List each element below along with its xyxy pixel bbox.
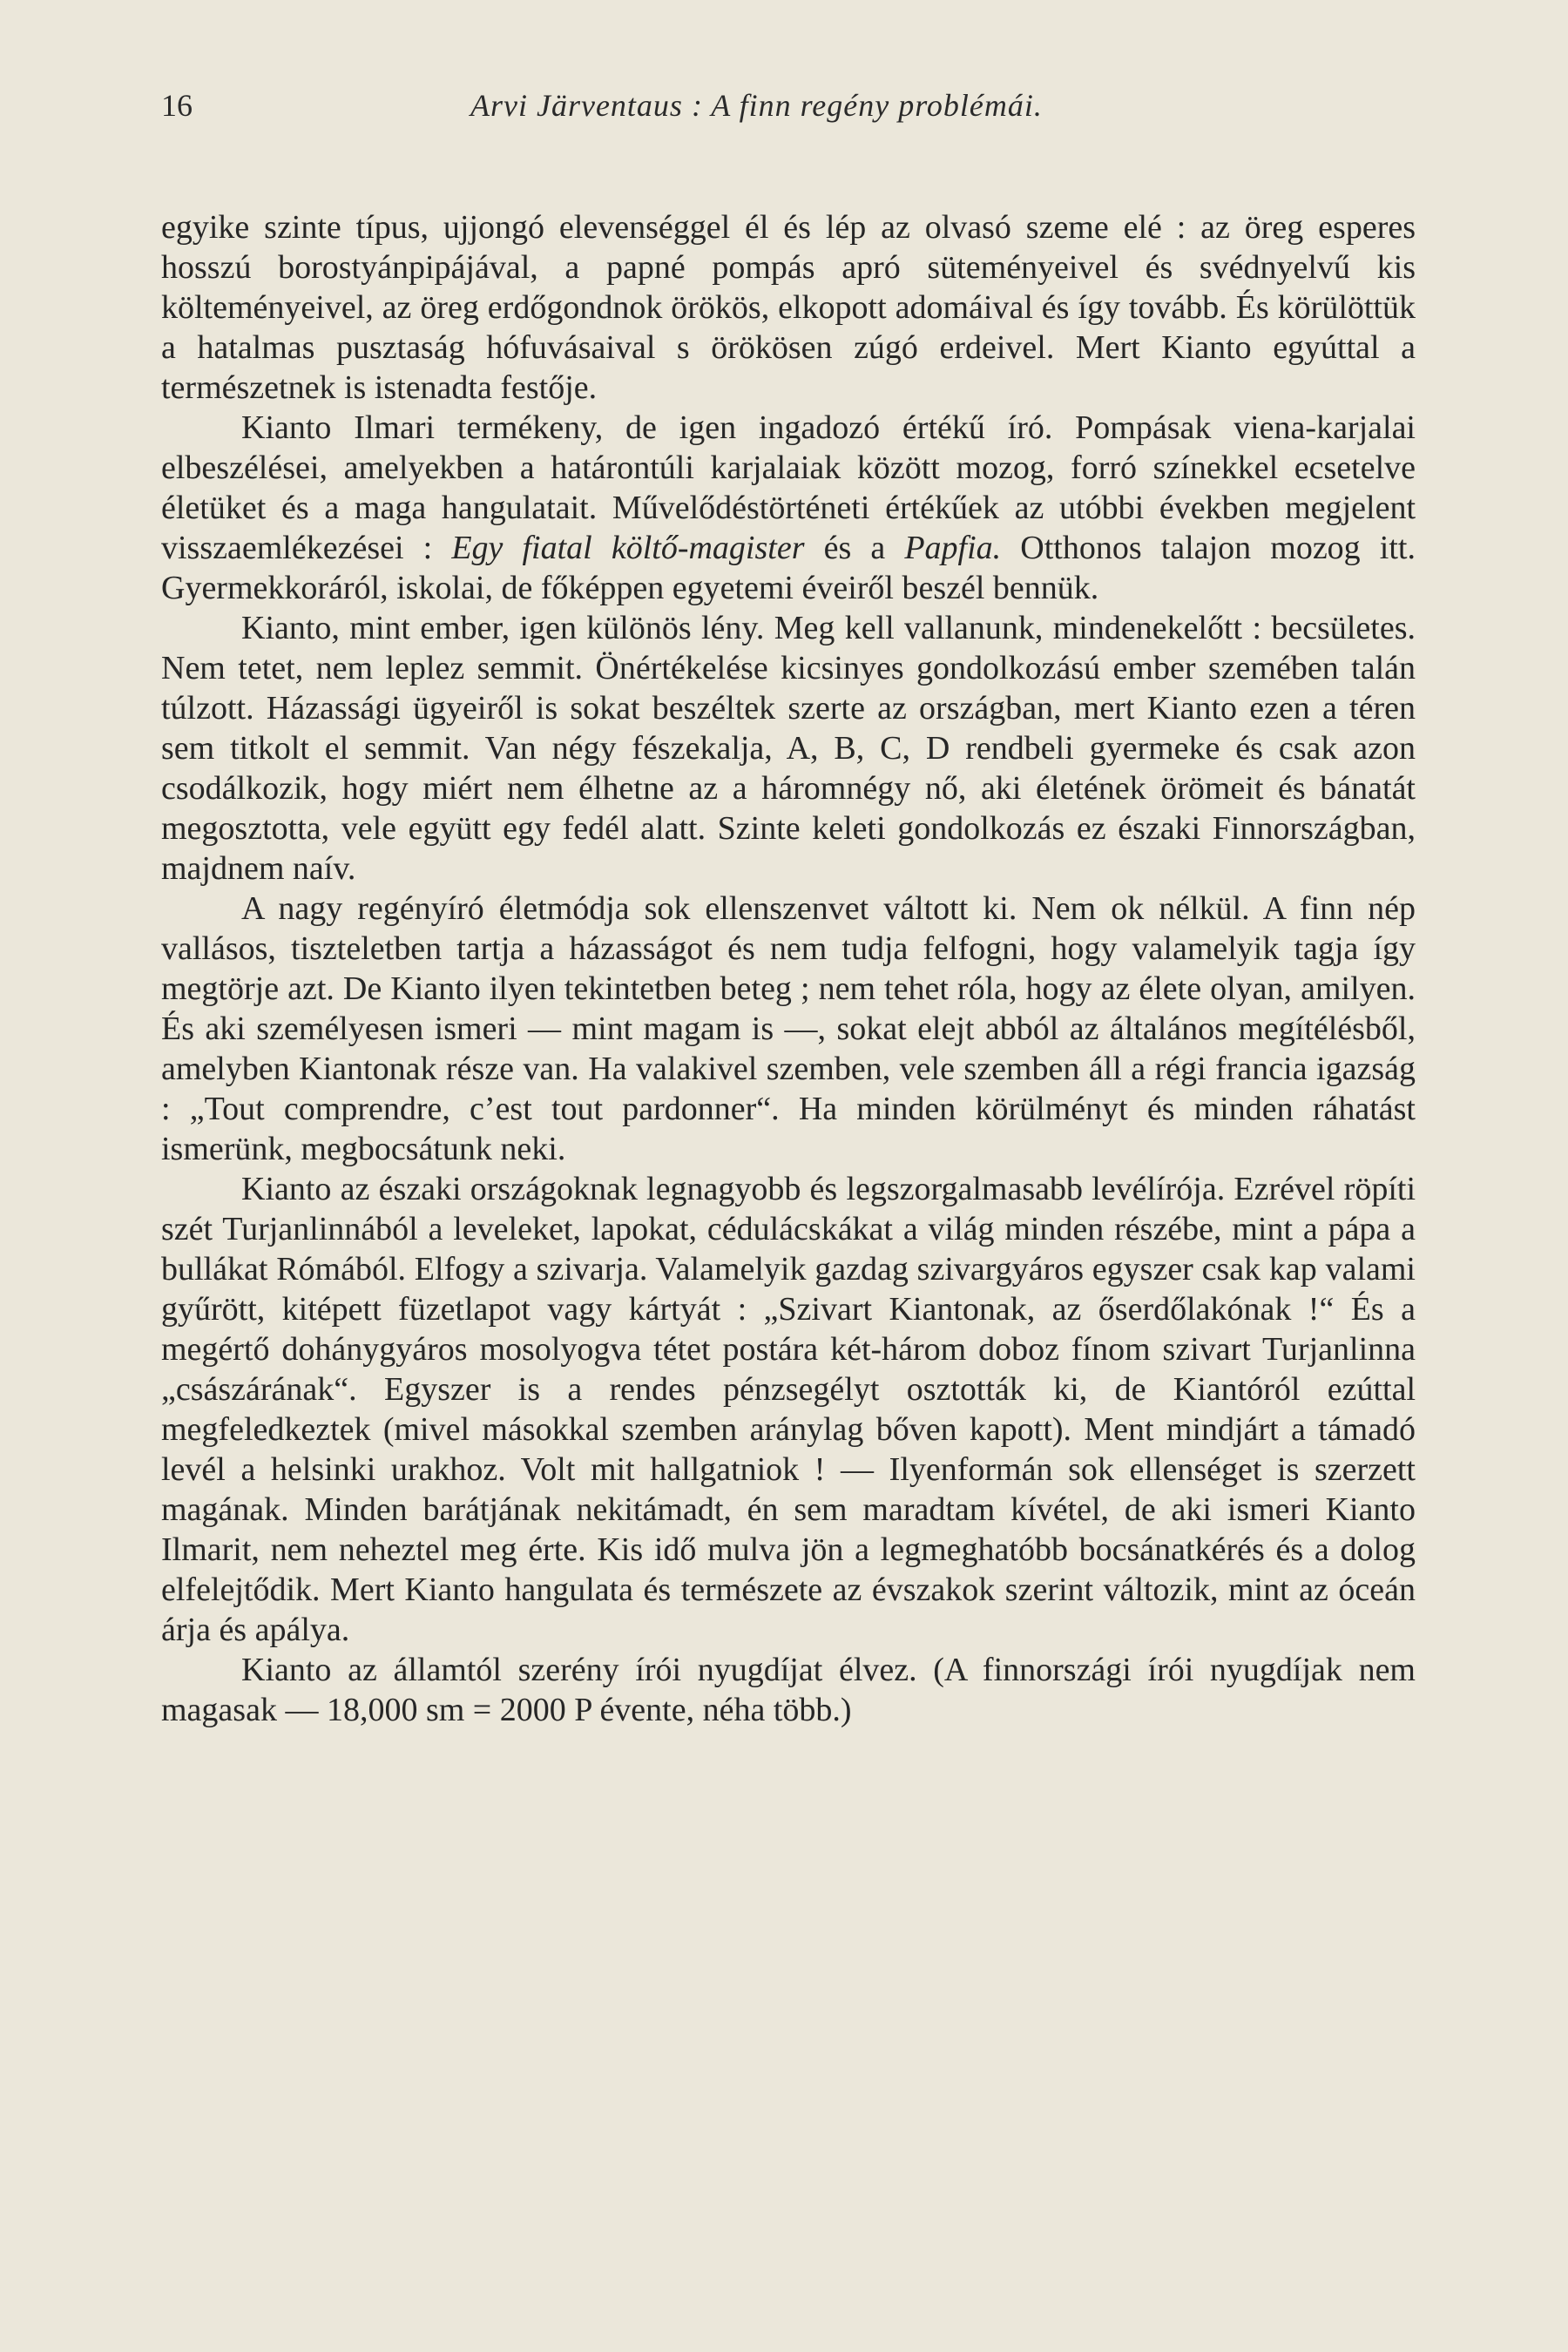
paragraph: Kianto az északi országoknak legnagyobb és legszorgalmasabb levélírója. Ezrével röpíti szét Turjanlinnából a leveleket, lapokat, cédulácskákat a világ minden részébe, mint a pápa a bullákat Rómából. Elfogy a szivarja. Valamelyik gazdag szivargyáros egyszer csak kap valami gyűrött, kitépett füzetlapot vagy kártyát : „Szivart Kiantonak, az őserdőlakónak !“ És a megértő dohánygyáros mosolyogva tétet postára két-három doboz fínom szivart Turjanlinna „császárának“. Egyszer is a rendes pénzsegélyt osztották ki, de Kiantóról ezúttal megfeledkeztek (mivel másokkal szemben aránylag bőven kapott). Ment mindjárt a támadó levél a helsinki urakhoz. Volt mit hallgatniok ! — Ilyenformán sok ellenséget is szerzett magának. Minden barátjának nekitámadt, én sem maradtam kívétel, de aki ismeri Kianto Ilmarit, nem neheztel meg érte. Kis idő mulva jön a legmeghatóbb bocsánatkérés és a dolog elfelejtődik. Mert Kianto hangulata és természete az évszakok szerint változik, mint az óceán árja és apálya. — [161, 1171, 1416, 1648]
paragraph-text: és a — [804, 530, 905, 566]
paragraph: egyike szinte típus, ujjongó elevenséggel él és lép az olvasó szeme elé : az öreg esperes hosszú borostyánpipájával, a papné pompás apró süteményeivel és svédnyelvű kis költeményeivel, az öreg erdőgondnok örökös, elkopott adomáival és így tovább. És körülöttük a hatalmas pusztaság hófuvásaival s örökösen zúgó erdeivel. Mert Kianto egyúttal a természetnek is istenadta festője. — [161, 209, 1416, 406]
paragraph-text: Kianto Ilmari termékeny, de igen ingadozó értékű író. Pompásak viena-karjalai elbeszélései, amelyekben a határontúli karjalaiak között mozog, forró színekkel ecsetelve életüket és a maga hangulatait. Művelődéstörténeti értékűek az utóbbi években megjelent visszaemlékezései : — [161, 409, 1416, 566]
paragraph: Kianto, mint ember, igen különös lény. Meg kell vallanunk, mindenekelőtt : becsületes. Nem tetet, nem leplez semmit. Önértékelése kicsinyes gondolkozású ember szemében talán túlzott. Házassági ügyeiről is sokat beszéltek szerte az országban, mert Kianto ezen a téren sem titkolt el semmit. Van négy fészekalja, A, B, C, D rendbeli gyermeke és csak azon csodálkozik, hogy miért nem élhetne az a háromnégy nő, aki életének örömeit és bánatát megosztotta, vele együtt egy fedél alatt. Szinte keleti gondolkozás ez északi Finnországban, majdnem naív. — [161, 610, 1416, 887]
page-number: 16 — [161, 88, 193, 123]
paragraph-text: Otthonos talajon mozog itt. Gyermekkoráról, iskolai, de főképpen egyetemi éveiről beszél bennük. — [161, 530, 1416, 606]
paragraph — [161, 408, 1416, 608]
running-title: Arvi Järventaus : A finn regény problémái. — [470, 88, 1043, 123]
book-title-italic: Papfia. — [904, 530, 1002, 566]
body-text — [161, 207, 1416, 1730]
paragraph: Kianto az államtól szerény írói nyugdíjat élvez. (A finnországi írói nyugdíjak nem magasak — 18,000 sm = 2000 P évente, néha több.) — [161, 1652, 1416, 1728]
book-title-italic: Egy fiatal költő-magister — [451, 530, 805, 566]
page-header — [161, 87, 1416, 139]
paragraph: A nagy regényíró életmódja sok ellenszenvet váltott ki. Nem ok nélkül. A finn nép vallásos, tiszteletben tartja a házasságot és nem tudja felfogni, hogy valamelyik tagja így megtörje azt. De Kianto ilyen tekintetben beteg ; nem tehet róla, hogy az élete olyan, amilyen. És aki személyesen ismeri — mint magam is —, sokat elejt abból az általános megítélésből, amelyben Kiantonak része van. Ha valakivel szemben, vele szemben áll a régi francia igazság : „Tout comprendre, c’est tout pardonner“. Ha minden körülményt és minden ráhatást ismerünk, megbocsátunk neki. — [161, 890, 1416, 1167]
